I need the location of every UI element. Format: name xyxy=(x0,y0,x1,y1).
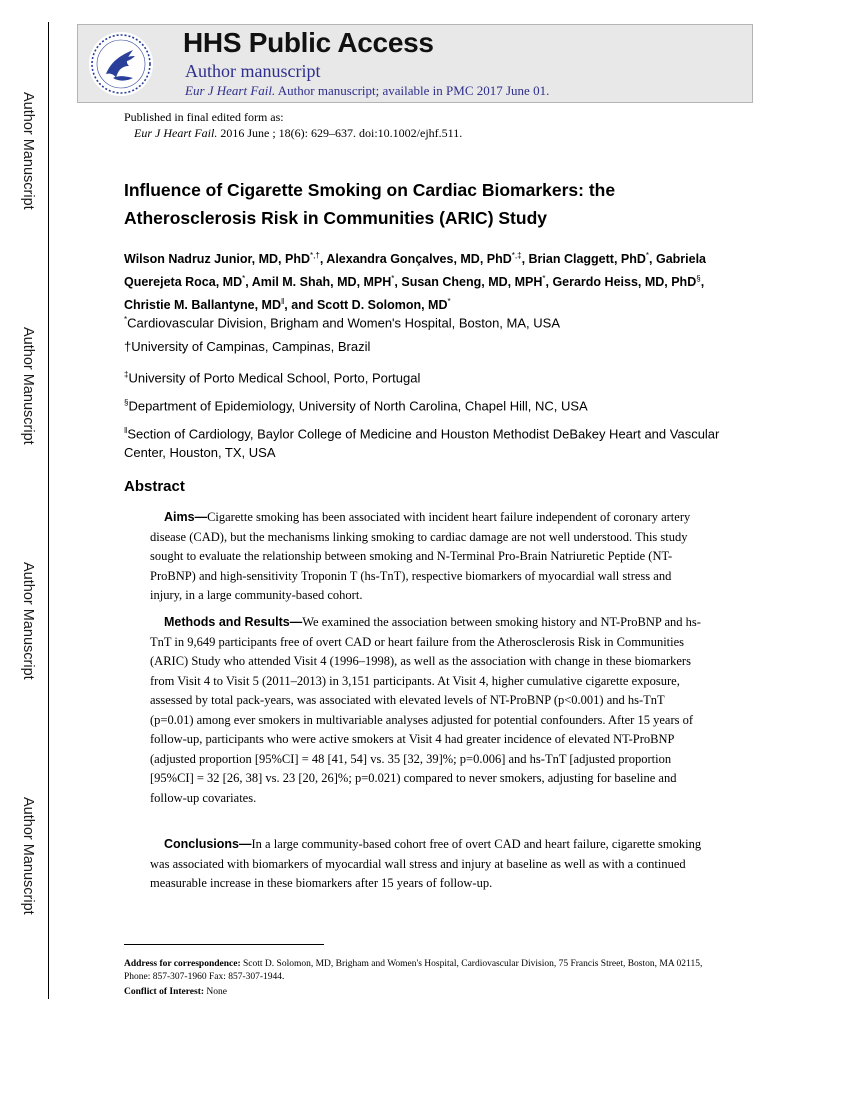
banner-title: HHS Public Access xyxy=(183,27,434,58)
abstract-heading: Abstract xyxy=(124,478,185,495)
banner-citation xyxy=(185,83,549,99)
correspondence-footnote xyxy=(124,958,724,984)
aims-text: Cigarette smoking has been associated with incident heart failure independent of coronary artery disease (CAD), but the mechanisms linking smoking to cardiac damage are not well understood. This study sought to evaluate the relationship between smoking and N-Terminal Pro-Brain Natriuretic Peptide (NT-ProBNP) and high-sensitivity Troponin T (hs-TnT), respective biomarkers of myocardial wall stress and injury, in a large community-based cohort. xyxy=(150,510,691,602)
conclusions-lead: Conclusions— xyxy=(164,837,252,851)
abstract-conclusions xyxy=(150,835,705,894)
author-name: Amil M. Shah, MD, MPH xyxy=(251,275,392,290)
author-marks: * xyxy=(242,274,246,284)
footnote-rule xyxy=(124,944,324,945)
author-name: Alexandra Gonçalves, MD, PhD xyxy=(326,252,512,267)
author-name: Gabriela Querejeta Roca, MD xyxy=(124,252,707,290)
abstract-aims xyxy=(150,508,705,606)
author-marks: * xyxy=(391,274,395,284)
author-list xyxy=(124,246,724,315)
affiliation-mark: ‡ xyxy=(124,370,129,379)
author-marks: * xyxy=(542,274,546,284)
conclusions-text: In a large community-based cohort free of overt CAD and heart failure, cigarette smoking was associated with biomarkers of myocardial wall stress and injury at baseline as well as with a continued measurable increase in these biomarkers after 15 years of follow-up. xyxy=(150,837,702,890)
author-marks: ‖ xyxy=(280,297,285,307)
author-separator: , xyxy=(319,252,327,267)
affiliation xyxy=(124,337,724,356)
margin-rule xyxy=(48,22,49,999)
published-label: Published in final edited form as: xyxy=(124,110,284,124)
conflict-footnote xyxy=(124,987,227,997)
article-title: Influence of Cigarette Smoking on Cardiac Biomarkers: the Atherosclerosis Risk in Communities (ARIC) Study xyxy=(124,180,616,228)
methods-lead: Methods and Results— xyxy=(164,615,303,629)
affiliation-mark: § xyxy=(124,398,129,407)
correspondence-label: Address for correspondence: xyxy=(124,959,241,969)
author-name: Scott D. Solomon, MD xyxy=(316,298,448,313)
author-name: Wilson Nadruz Junior, MD, PhD xyxy=(124,252,311,267)
hhs-eagle-logo-icon xyxy=(89,32,153,96)
published-journal: Eur J Heart Fail. xyxy=(134,126,218,140)
hhs-banner xyxy=(77,24,753,103)
affiliation-mark: † xyxy=(124,339,132,354)
banner-journal[interactable]: Eur J Heart Fail. xyxy=(185,83,276,98)
affiliation xyxy=(124,421,724,462)
aims-lead: Aims— xyxy=(164,510,208,524)
banner-subtitle: Author manuscript xyxy=(185,61,321,81)
banner-availability: Author manuscript; available in PMC 2017 June 01. xyxy=(275,83,550,98)
author-marks: * xyxy=(645,251,650,260)
affiliation-text: University of Porto Medical School, Porto, Portugal xyxy=(128,370,421,386)
author-marks: *,† xyxy=(310,251,320,260)
affiliation-mark: ‖ xyxy=(124,426,128,435)
author-separator: , xyxy=(394,275,402,290)
author-separator: , xyxy=(245,275,252,290)
author-name: Brian Claggett, PhD xyxy=(528,252,646,267)
correspondence-text: Scott D. Solomon, MD, Brigham and Women's Hospital, Cardiovascular Division, 75 Francis Street, Boston, MA 02115, Phone: 857-307-1960 Fax: 857-307-1944. xyxy=(124,959,703,982)
affiliation xyxy=(124,310,724,332)
affiliation-text: Section of Cardiology, Baylor College of Medicine and Houston Methodist DeBakey Heart and Vascular Center, Houston, TX, USA xyxy=(124,426,720,461)
author-separator: , and xyxy=(284,298,317,313)
conflict-label: Conflict of Interest: xyxy=(124,987,205,997)
affiliation xyxy=(124,365,724,387)
author-name: Gerardo Heiss, MD, PhD xyxy=(552,275,697,290)
affiliation-mark: * xyxy=(124,315,128,324)
author-name: Christie M. Ballantyne, MD xyxy=(124,298,281,313)
author-separator: , xyxy=(545,275,553,290)
methods-text: We examined the association between smoking history and NT-ProBNP and hs-TnT in 9,649 participants free of overt CAD or heart failure from the Atherosclerosis Risk in Communities (ARIC) Study who attended Visit 4 (1996–1998), as well as the association with change in these biomarkers from Visit 4 to Visit 5 (2011–2013) in 3,151 participants. At Visit 4, higher cumulative cigarette exposure, assessed by total pack-years, was associated with elevated levels of NT-ProBNP (p<0.001) and hs-TnT (p=0.01) among ever smokers in multivariable analyses adjusted for potential confounders. After 15 years of follow-up, participants who were active smokers at Visit 4 had greater incidence of elevated NT-ProBNP (adjusted proportion [95%CI] = 48 [41, 54] vs. 35 [32, 39]%; p=0.006] and hs-TnT [adjusted proportion [95%CI] = 32 [26, 38] vs. 23 [20, 26]%; p=0.021) compared to never smokers, adjusting for baseline and follow-up covariates. xyxy=(150,615,701,805)
conflict-text: None xyxy=(204,987,227,997)
author-separator: , xyxy=(521,252,529,267)
author-marks: * xyxy=(447,297,451,307)
affiliation xyxy=(124,393,724,415)
abstract-methods xyxy=(150,613,705,808)
affiliation-text: Cardiovascular Division, Brigham and Women's Hospital, Boston, MA, USA xyxy=(127,315,560,331)
published-details[interactable]: 2016 June ; 18(6): 629–637. doi:10.1002/ejhf.511. xyxy=(217,126,463,140)
published-citation xyxy=(134,126,462,141)
affiliation-text: University of Campinas, Campinas, Brazil xyxy=(131,339,371,354)
author-separator: , xyxy=(649,252,656,267)
affiliation-text: Department of Epidemiology, University of North Carolina, Chapel Hill, NC, USA xyxy=(128,398,588,414)
author-marks: *,‡ xyxy=(511,251,522,260)
author-separator: , xyxy=(700,275,705,290)
author-name: Susan Cheng, MD, MPH xyxy=(401,275,543,290)
author-marks: § xyxy=(696,274,701,284)
